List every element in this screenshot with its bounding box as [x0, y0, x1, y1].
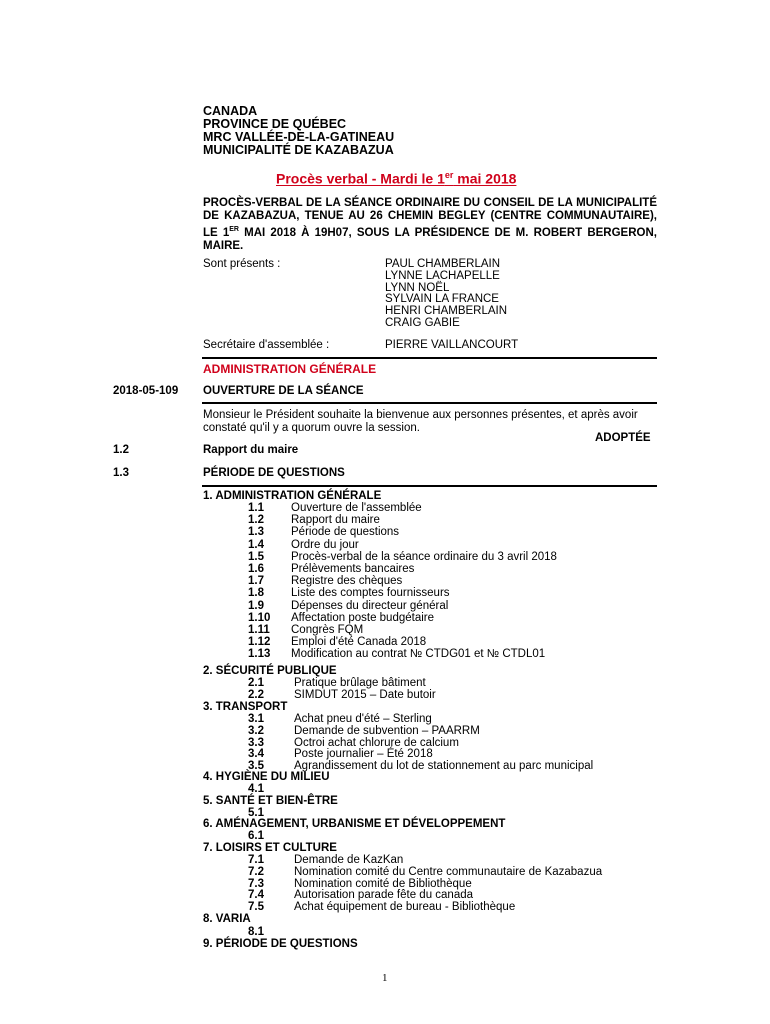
agenda-item: Emploi d'été Canada 2018 [291, 636, 427, 649]
agenda-item: Dépenses du directeur général [291, 599, 449, 612]
agenda-section-9: 9. PÉRIODE DE QUESTIONS [203, 938, 358, 950]
agenda-number: 3.3 [248, 736, 264, 749]
agenda-number: 1.9 [248, 599, 264, 612]
agenda-number: 8.1 [248, 926, 264, 938]
agenda-item: Rapport du maire [291, 514, 380, 527]
agenda-item: Poste journalier – Été 2018 [294, 748, 433, 761]
present-name: HENRI CHAMBERLAIN [385, 305, 508, 318]
agenda-item: Pratique brûlage bâtiment [294, 677, 426, 689]
agenda-number: 1.12 [248, 636, 271, 649]
agenda-number: 1.6 [248, 563, 264, 575]
header-canada: CANADA [203, 104, 258, 118]
agenda-item: Autorisation parade fête du canada [294, 889, 474, 902]
resolution-title: OUVERTURE DE LA SÉANCE [203, 385, 364, 397]
divider [202, 485, 657, 487]
page-number: 1 [382, 972, 388, 984]
agenda-section-5: 5. SANTÉ ET BIEN-ÊTRE [203, 795, 338, 807]
presents-label: Sont présents : [203, 258, 281, 270]
agenda-item: Registre des chèques [291, 575, 403, 588]
agenda-number: 1.8 [248, 587, 264, 600]
agenda-section-7: 7. LOISIRS ET CULTURE [203, 842, 337, 854]
agenda-number: 4.1 [248, 783, 264, 795]
agenda-number: 5.1 [248, 807, 264, 819]
agenda-number: 2.2 [248, 689, 264, 701]
agenda-item: Nomination comité de Bibliothèque [294, 877, 472, 890]
agenda-item: Modification au contrat № CTDG01 et № CTDL01 [291, 648, 546, 661]
agenda-section-3: 3. TRANSPORT [203, 701, 288, 713]
item-number: 1.3 [113, 467, 129, 479]
agenda-number: 1.3 [248, 526, 264, 539]
agenda-section-1: 1. ADMINISTRATION GÉNÉRALE [203, 490, 382, 502]
agenda-number: 7.1 [248, 854, 264, 866]
agenda-number: 7.5 [248, 901, 264, 914]
adopted-status: ADOPTÉE [595, 432, 651, 444]
agenda-item: Ouverture de l'assemblée [291, 502, 422, 514]
header-municipality: MUNICIPALITÉ DE KAZABAZUA [203, 143, 394, 157]
header-province: PROVINCE DE QUÉBEC [203, 117, 347, 131]
item-number: 1.2 [113, 444, 129, 456]
agenda-item: Affectation poste budgétaire [291, 611, 435, 624]
agenda-item: Achat pneu d'été – Sterling [294, 713, 432, 725]
agenda-number: 1.10 [248, 611, 271, 624]
agenda-number: 3.2 [248, 724, 264, 737]
agenda-item: Ordre du jour [291, 538, 359, 551]
agenda-number: 1.1 [248, 502, 264, 514]
agenda-item: Demande de subvention – PAARRM [294, 724, 480, 737]
item-title: PÉRIODE DE QUESTIONS [203, 467, 345, 479]
agenda-number: 7.3 [248, 877, 264, 890]
section-heading: ADMINISTRATION GÉNÉRALE [203, 362, 377, 376]
resolution-body: Monsieur le Président souhaite la bienvenue aux personnes présentes, et après avoir constaté qu'il y a quorum ouvre la session. [203, 409, 638, 434]
agenda-number: 6.1 [248, 830, 264, 842]
divider [202, 357, 657, 359]
agenda-item: Nomination comité du Centre communautaire de Kazabazua [294, 865, 603, 878]
intro-paragraph: PROCÈS-VERBAL DE LA SÉANCE ORDINAIRE DU CONSEIL DE LA MUNICIPALITÉ DE KAZABAZUA, TENUE AU 26 CHEMIN BEGLEY (CENTRE COMMUNAUTAIRE), LE 1ER MAI 2018 À 19H07, SOUS LA PRÉSIDENCE DE M. ROBERT BERGERON, MAIRE. [203, 197, 657, 252]
agenda-number: 7.4 [248, 889, 264, 902]
item-title: Rapport du maire [203, 444, 299, 456]
agenda-item: Demande de KazKan [294, 854, 404, 866]
agenda-item: Octroi achat chlorure de calcium [294, 736, 459, 749]
agenda-item: Procès-verbal de la séance ordinaire du 3 avril 2018 [291, 550, 557, 563]
agenda-number: 3.5 [248, 760, 264, 773]
agenda-number: 1.13 [248, 648, 271, 661]
secretary-label: Secrétaire d'assemblée : [203, 339, 330, 351]
agenda-section-2: 2. SÉCURITÉ PUBLIQUE [203, 665, 337, 677]
agenda-section-6: 6. AMÉNAGEMENT, URBANISME ET DÉVELOPPEMENT [203, 818, 506, 830]
agenda-number: 3.1 [248, 713, 264, 725]
divider [202, 402, 657, 404]
header-mrc: MRC VALLÉE-DE-LA-GATINEAU [203, 130, 395, 144]
resolution-number: 2018-05-109 [113, 385, 179, 397]
agenda-item: Prélèvements bancaires [291, 563, 415, 575]
present-name: LYNN NOËL [385, 281, 450, 294]
agenda-item: SIMDUT 2015 – Date butoir [294, 689, 436, 701]
agenda-number: 1.11 [248, 624, 270, 636]
secretary-name: PIERRE VAILLANCOURT [385, 339, 519, 351]
present-name: PAUL CHAMBERLAIN [385, 258, 501, 270]
agenda-item: Période de questions [291, 526, 400, 539]
agenda-number: 1.2 [248, 514, 264, 527]
agenda-item: Achat équipement de bureau - Bibliothèque [294, 901, 516, 914]
agenda-number: 2.1 [248, 677, 264, 689]
agenda-item: Agrandissement du lot de stationnement au parc municipal [294, 760, 594, 773]
agenda-item: Liste des comptes fournisseurs [291, 587, 450, 600]
agenda-number: 1.4 [248, 538, 264, 551]
agenda-section-8: 8. VARIA [203, 913, 251, 925]
present-name: CRAIG GABIE [385, 317, 460, 329]
present-name: SYLVAIN LA FRANCE [385, 293, 499, 306]
agenda-section-4: 4. HYGIÈNE DU MILIEU [203, 771, 330, 783]
present-name: LYNNE LACHAPELLE [385, 269, 500, 282]
agenda-number: 7.2 [248, 865, 264, 878]
agenda-number: 1.7 [248, 575, 264, 588]
agenda-number: 3.4 [248, 748, 264, 761]
agenda-number: 1.5 [248, 550, 264, 563]
agenda-item: Congrès FQM [291, 624, 364, 636]
page-title: Procès verbal - Mardi le 1er mai 2018 [276, 170, 517, 187]
